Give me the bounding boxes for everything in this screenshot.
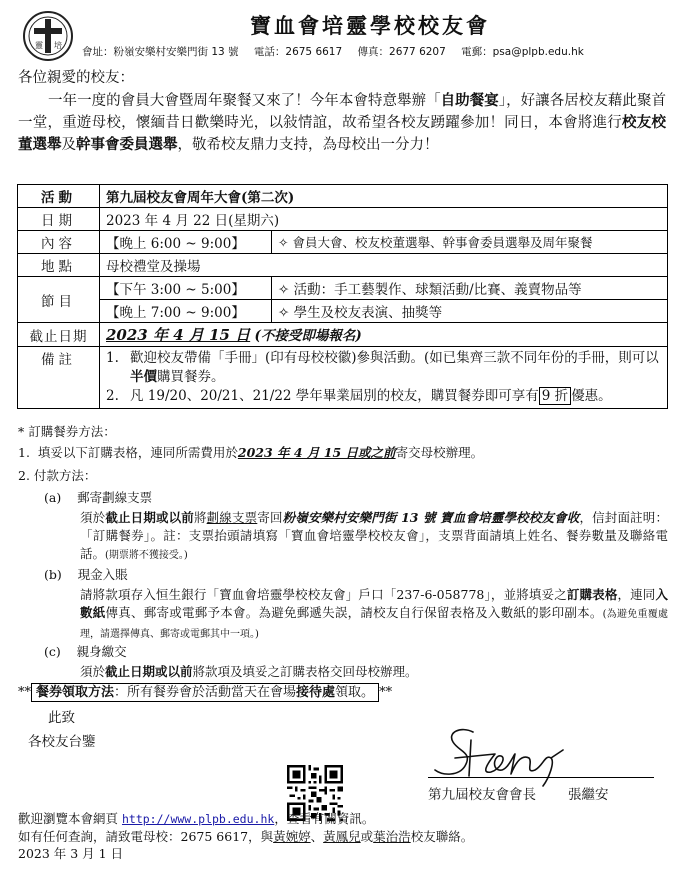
program-value-1: ✧ 活動：手工藝製作、球類活動/比賽、義賣物品等 [272,277,668,300]
table-row [18,300,668,323]
step1-text-b: 寄交母校辦理。 [395,445,484,460]
footer-sep-2: 或 [360,829,374,844]
table-row [18,185,668,208]
event-info-table [17,184,668,409]
stars-left: ** [18,685,31,700]
list-item [106,387,661,406]
a-crossed-cheque: 劃線支票 [206,510,258,525]
program-time-1: 【下午 3:00 ~ 5:00】 [100,277,272,300]
event-value: 第九屆校友會周年大會(第二次) [100,185,668,208]
date-label: 日期 [18,208,100,231]
logo-char-right: 培 [54,41,62,50]
b-text-3: 傳真、郵寄或電郵予本會。為避免郵遞失誤，請校友自行保留表格及入數紙的影印副本。 [105,605,603,620]
list-item [106,349,661,387]
discount-badge: 9 折 [539,387,571,405]
order-step-1 [18,444,483,462]
intro-text-1: 一年一度的會員大會暨周年聚餐又來了！今年本會特意舉辦「 [48,93,441,109]
step1-date: 2023 年 4 月 15 日或之前 [237,445,396,460]
intro-text-mid: 及 [61,137,76,153]
step1-number: 1. [18,445,30,460]
remarks-cell [100,347,668,409]
intro-text-3: ，敬希校友鼎力支持，為母校出一分力！ [177,137,439,153]
program-label: 節目 [18,277,100,323]
method-a-title: 郵寄劃線支票 [77,490,153,505]
remark-number: 1. [106,350,119,366]
remark1-text-a: 歡迎校友帶備「手冊」(印有母校校徽)參與活動。(如已集齊三款不同年份的手冊，則可以 [130,350,659,366]
method-c-heading [44,643,127,661]
collection-text-a: ：所有餐券會於活動當天在會場 [114,685,297,700]
a-text-3: 寄回 [257,510,283,525]
school-crest-logo [22,10,74,62]
method-b-label: (b) [44,567,62,582]
table-row [18,347,668,409]
a-deadline: 截止日期或以前 [105,510,194,525]
contact-person-1: 黃婉婷 [273,829,311,844]
intro-text-2: 」，好讓各居校友藉此聚首一堂，重遊母校，懷緬昔日歡樂時光，以敍情誼，故希望各校友踴躍參加！同日，本會將進行 [18,93,667,131]
email: 電郵：psa@plpb.edu.hk [461,46,584,58]
deadline-value: 2023 年 4 月 15 日 [106,326,251,344]
c-deadline: 截止日期或以前 [105,664,193,679]
remark2-text-a: 凡 19/20、20/21、21/22 學年畢業屆別的校友，購買餐券即可享有 [130,388,539,404]
intro-election-2: 幹事會委員選舉 [76,136,178,153]
remarks-list [106,349,661,406]
signature-line [428,777,654,778]
deadline-note: (不接受即場報名) [254,328,362,344]
phone: 電話：2675 6617 [253,46,343,58]
venue-label: 地點 [18,254,100,277]
step1-text-a: 填妥以下訂購表格，連同所需費用於 [37,445,238,460]
remark2-text-b: 優惠。 [571,388,612,404]
contact-person-2: 黃鳳兒 [323,829,361,844]
remarks-label: 備註 [18,347,100,409]
contact-person-3: 葉治浩 [373,829,411,844]
method-c-label: (c) [44,644,61,659]
deadline-label: 截止日期 [18,323,100,347]
intro-paragraph [18,90,666,156]
fax: 傳真：2677 6207 [357,46,446,58]
table-row [18,323,668,347]
a-text-4: ，信封面註明：「訂購餐券」。註：支票抬頭請填寫「寶血會培靈學校校友會」，支票背面請填上姓名、餐券數量及聯絡電話。 [80,510,668,561]
c-text-2: 將款項及填妥之訂購表格交回母校辦理。 [192,664,418,679]
date-value: 2023 年 4 月 22 日(星期六) [100,208,668,231]
signer-position: 第九屆校友會會長 [428,787,536,803]
closing-recipient: 各校友台鑒 [28,734,96,750]
order-step-2: 2. 付款方法： [18,468,97,483]
method-c-title: 親身繳交 [76,644,127,659]
program-time-2: 【晚上 7:00 ~ 9:00】 [100,300,272,323]
collection-reception: 接待處 [296,685,336,700]
a-text-1: 須於 [80,510,106,525]
remark-number: 2. [106,388,119,404]
deadline-cell [100,323,668,347]
signature-icon [425,724,575,790]
school-title: 寶血會培靈學校校友會 [250,13,490,38]
method-a-body [80,509,668,565]
footer-text-2: ，查看有關資訊。 [274,811,375,826]
table-row [18,277,668,300]
collection-text-b: 領取。 [335,685,375,700]
method-a-label: (a) [44,490,62,505]
event-label: 活動 [18,185,100,208]
method-b-title: 現金入賬 [77,567,128,582]
footer-contact-line [18,828,473,845]
letter-date: 2023 年 3 月 1 日 [18,846,124,861]
footer-sep-1: 、 [310,829,324,844]
venue-value: 母校禮堂及操場 [100,254,668,277]
table-row [18,208,668,231]
remark1-text-b: 購買餐券。 [157,369,225,385]
footer-text-3: 如有任何查詢，請致電母校：2675 6617，與 [18,829,274,844]
footer [18,810,473,862]
signer-block [428,783,609,803]
b-deposit-slip: 入數紙 [80,587,668,620]
a-mailing-address: 粉嶺安樂村安樂門街 13 號 寶血會培靈學校校友會收 [282,510,580,525]
closing-salutation: 此致 [48,710,75,726]
table-row [18,231,668,254]
content-value: ✧ 會員大會、校友校董選舉、幹事會委員選舉及周年聚餐 [272,231,668,254]
b-order-form: 訂購表格 [566,587,618,602]
remark1-half-price: 半價 [130,369,157,385]
intro-letter [18,68,666,156]
a-note: (期票將不獲接受。) [105,550,188,561]
b-note: (為避免重覆處理，請選擇傳真、郵寄或電郵其中一項。) [80,609,668,640]
signer-name: 張繼安 [568,787,609,803]
website-link[interactable]: http://www.plpb.edu.hk [121,812,275,826]
intro-election-1: 校友校董選舉 [18,114,666,153]
footer-text-1: 歡迎瀏覽本會網頁 [18,811,122,826]
footer-web-line [18,810,473,828]
c-text-1: 須於 [80,664,106,679]
letterhead [0,0,682,70]
collection-frame [31,683,379,702]
footer-text-4: 校友聯絡。 [410,829,474,844]
order-heading: * 訂購餐券方法： [18,424,116,439]
a-text-2: 將 [193,510,207,525]
ticket-collection-note [18,681,392,700]
collection-label: 餐券領取方法 [36,685,115,700]
stars-right: ** [379,685,393,700]
remark-text [130,387,612,406]
contact-line [82,44,596,59]
logo-char-left: 靈 [35,41,43,50]
table-row [18,254,668,277]
remark-text [130,349,661,387]
intro-buffet: 自助餐宴 [440,92,499,109]
content-time: 【晚上 6:00 ~ 9:00】 [100,231,272,254]
b-text-2: ，連同 [617,587,656,602]
method-a-heading [44,489,152,507]
method-b-heading [44,566,128,584]
method-b-body [80,586,668,644]
content-label: 內容 [18,231,100,254]
method-c-body [80,663,668,681]
greeting: 各位親愛的校友： [18,70,134,86]
address: 會址：粉嶺安樂村安樂門街 13 號 [82,46,239,58]
program-value-2: ✧ 學生及校友表演、抽獎等 [272,300,668,323]
b-text-1: 請將款項存入恒生銀行「寶血會培靈學校校友會」戶口「237-6-058778」，並將填妥之 [80,587,567,602]
